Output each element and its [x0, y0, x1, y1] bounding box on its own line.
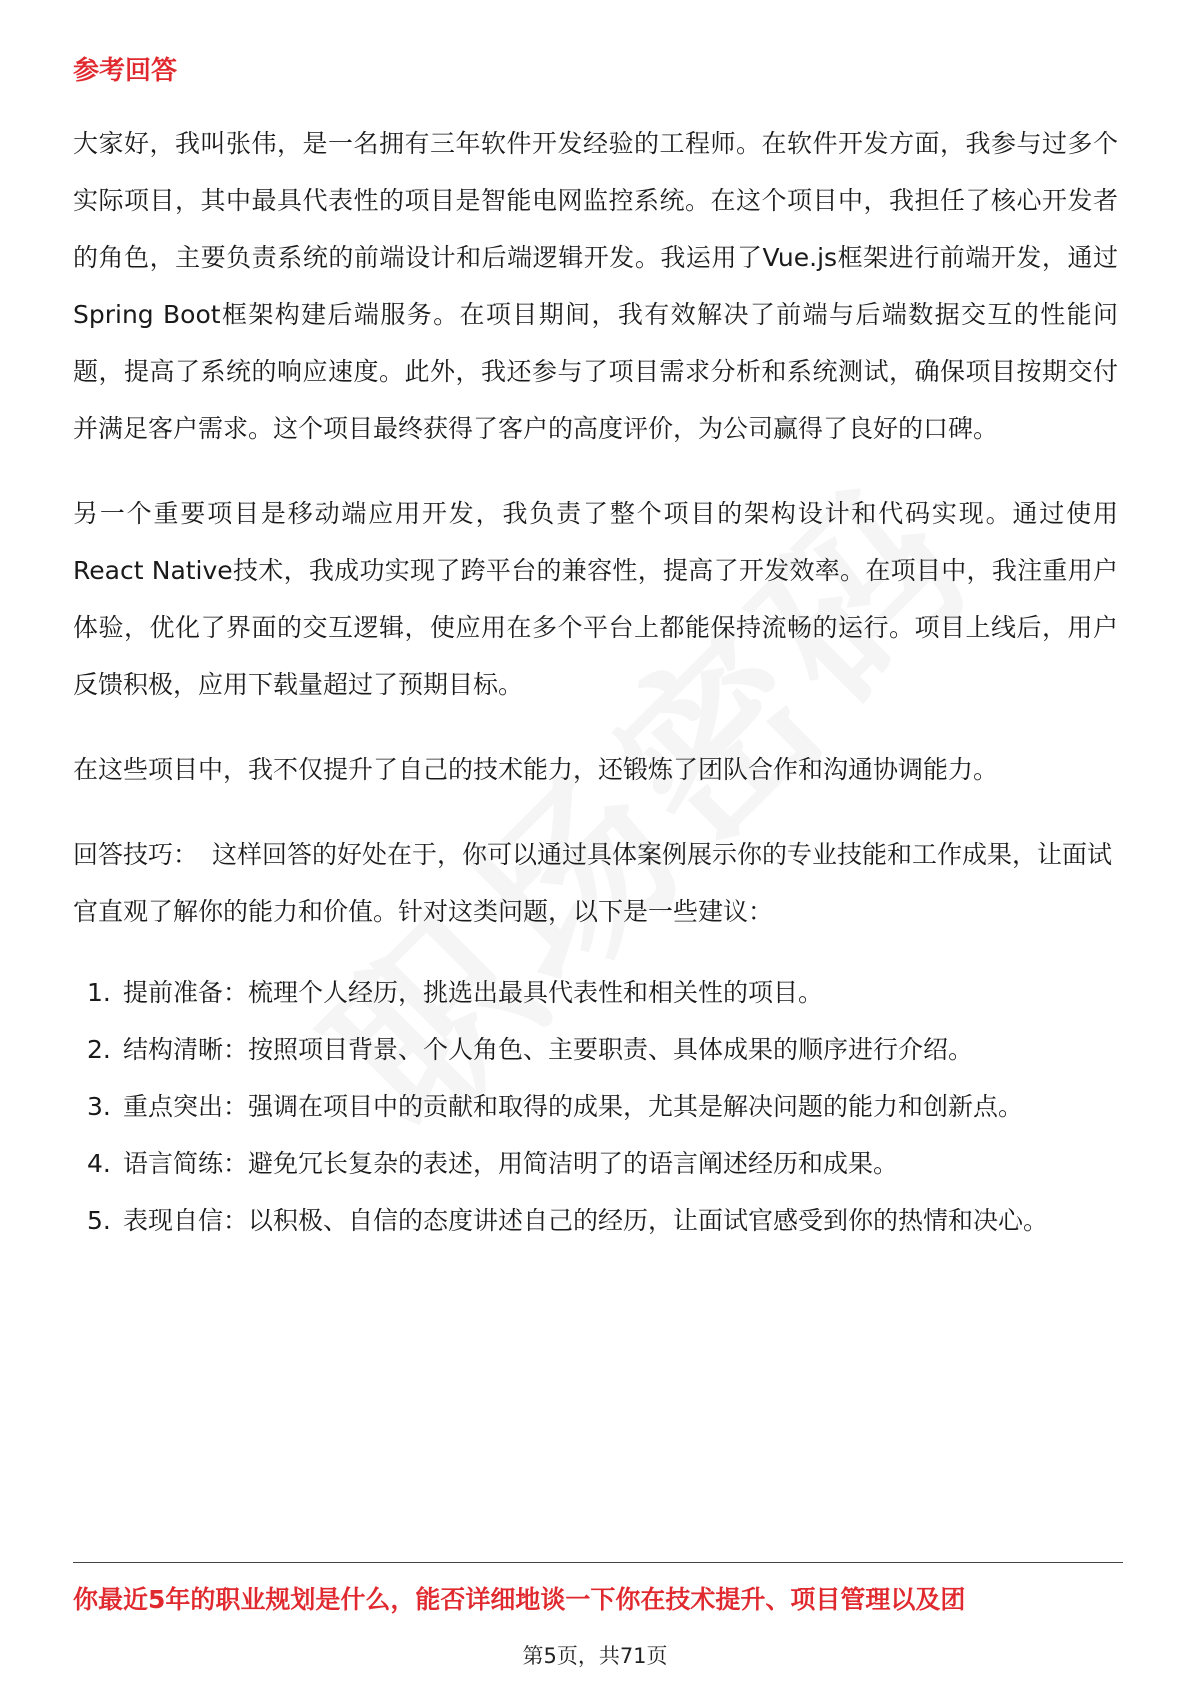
list-item-number: 5. — [87, 1206, 111, 1235]
list-item-number: 3. — [87, 1092, 111, 1121]
list-item-text: 提前准备：梳理个人经历，挑选出最具代表性和相关性的项目。 — [123, 978, 824, 1007]
list-item — [73, 1135, 1118, 1192]
list-item-number: 2. — [87, 1035, 111, 1064]
next-question-heading: 你最近5年的职业规划是什么，能否详细地谈一下你在技术提升、项目管理以及团 — [73, 1585, 966, 1614]
tips-label: 回答技巧： — [73, 840, 199, 869]
list-item — [73, 1192, 1118, 1249]
list-item — [73, 964, 1118, 1021]
list-item-number: 1. — [87, 978, 111, 1007]
list-item-number: 4. — [87, 1149, 111, 1178]
page-number: 第5页，共71页 — [522, 1644, 668, 1668]
answer-paragraph-1: 大家好，我叫张伟，是一名拥有三年软件开发经验的工程师。在软件开发方面，我参与过多个实际项目，其中最具代表性的项目是智能电网监控系统。在这个项目中，我担任了核心开发者的角色，主要负责系统的前端设计和后端逻辑开发。我运用了Vue.js框架进行前端开发，通过Spring Boot框架构建后端服务。在项目期间，我有效解决了前端与后端数据交互的性能问题，提高了系统的响应速度。此外，我还参与了项目需求分析和系统测试，确保项目按期交付并满足客户需求。这个项目最终获得了客户的高度评价，为公司赢得了良好的口碑。 — [73, 129, 1118, 443]
answer-paragraph-3: 在这些项目中，我不仅提升了自己的技术能力，还锻炼了团队合作和沟通协调能力。 — [73, 755, 999, 784]
section-divider — [73, 1562, 1123, 1563]
list-item — [73, 1021, 1118, 1078]
list-item-text: 结构清晰：按照项目背景、个人角色、主要职责、具体成果的顺序进行介绍。 — [123, 1035, 974, 1064]
answer-paragraph-2: 另一个重要项目是移动端应用开发，我负责了整个项目的架构设计和代码实现。通过使用React Native技术，我成功实现了跨平台的兼容性，提高了开发效率。在项目中，我注重用户体验，优化了界面的交互逻辑，使应用在多个平台上都能保持流畅的运行。项目上线后，用户反馈积极，应用下载量超过了预期目标。 — [73, 499, 1118, 699]
list-item-text: 表现自信：以积极、自信的态度讲述自己的经历，让面试官感受到你的热情和决心。 — [123, 1206, 1049, 1235]
answer-body — [73, 115, 1118, 1249]
tip-list — [73, 964, 1118, 1249]
list-item-text: 重点突出：强调在项目中的贡献和取得的成果，尤其是解决问题的能力和创新点。 — [123, 1092, 1024, 1121]
list-item-text: 语言简练：避免冗长复杂的表述，用简洁明了的语言阐述经历和成果。 — [123, 1149, 899, 1178]
tips-text: 这样回答的好处在于，你可以通过具体案例展示你的专业技能和工作成果，让面试官直观了解你的能力和价值。针对这类问题，以下是一些建议： — [73, 840, 1113, 926]
section-title: 参考回答 — [73, 56, 178, 86]
answer-tips — [73, 826, 1118, 940]
list-item — [73, 1078, 1118, 1135]
